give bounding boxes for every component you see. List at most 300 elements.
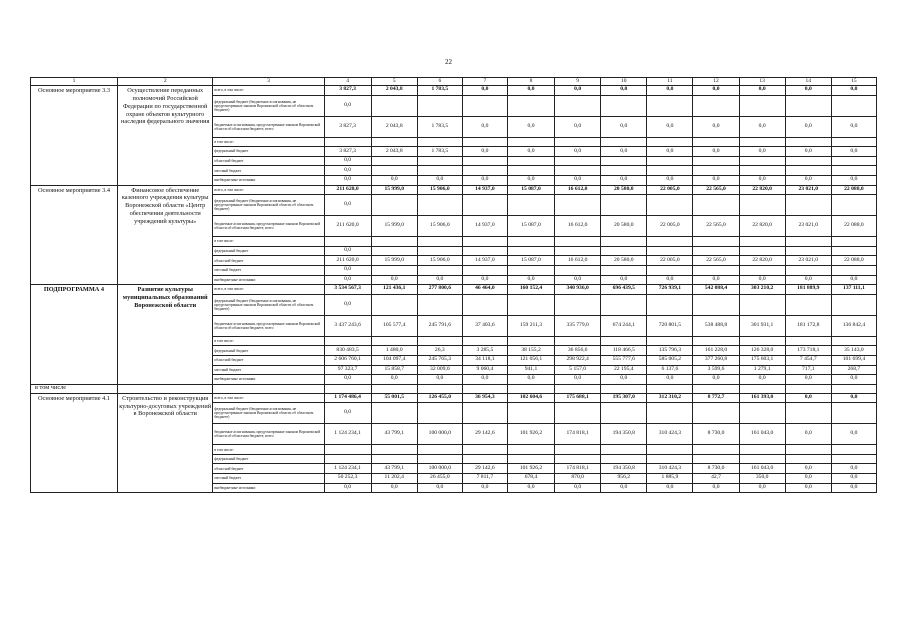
empty-cell — [831, 384, 876, 393]
value-cell: 173 718,1 — [785, 346, 831, 356]
value-cell — [601, 237, 647, 247]
value-cell: 181 172,8 — [785, 315, 831, 336]
empty-cell — [417, 384, 462, 393]
value-cell — [693, 237, 739, 247]
value-cell — [831, 445, 876, 455]
program-title-cell: Развитие культуры муниципальных образований Воронежской области — [118, 285, 213, 385]
value-cell: 101 926,2 — [507, 424, 554, 445]
value-cell — [601, 336, 647, 346]
program-name-cell: Основное мероприятие 3.4 — [31, 185, 118, 285]
funding-source-cell: всего, в том числе: — [213, 86, 324, 96]
value-cell — [785, 336, 831, 346]
funding-source-cell: местный бюджет — [213, 166, 324, 176]
value-cell: 135 796,3 — [647, 346, 693, 356]
empty-cell — [739, 384, 785, 393]
value-cell: 0,0 — [831, 275, 876, 285]
value-cell: 38 155,2 — [507, 346, 554, 356]
program-title-cell: Финансовое обеспечение казенного учреждения культуры Воронежской области «Центр обеспечения деятельности учреждений культуры» — [118, 185, 213, 285]
value-cell — [507, 265, 554, 275]
value-cell: 7 811,7 — [462, 474, 507, 484]
header-cell: 3 — [213, 78, 324, 86]
value-cell: 16 612,0 — [555, 256, 601, 266]
value-cell — [601, 294, 647, 315]
value-cell: 0,0 — [693, 86, 739, 96]
value-cell — [371, 95, 417, 116]
value-cell: 2 606 760,1 — [324, 355, 371, 365]
value-cell: 268,7 — [831, 365, 876, 375]
value-cell: 0,0 — [785, 424, 831, 445]
value-cell: 830 483,5 — [324, 346, 371, 356]
value-cell: 15 087,0 — [507, 216, 554, 237]
value-cell: 0,0 — [693, 375, 739, 385]
value-cell — [785, 137, 831, 147]
value-cell: 0,0 — [601, 147, 647, 157]
value-cell: 0,0 — [371, 483, 417, 493]
header-cell: 4 — [324, 78, 371, 86]
value-cell: 29 142,6 — [462, 464, 507, 474]
value-cell: 0,0 — [739, 175, 785, 185]
value-cell: 0,0 — [417, 375, 462, 385]
value-cell: 542 088,4 — [693, 285, 739, 295]
value-cell: 0,0 — [555, 175, 601, 185]
funding-source-cell: федеральный бюджет — [213, 454, 324, 464]
value-cell — [831, 137, 876, 147]
value-cell — [601, 265, 647, 275]
value-cell — [831, 294, 876, 315]
value-cell — [785, 95, 831, 116]
value-cell: 0,0 — [507, 86, 554, 96]
value-cell: 0,0 — [831, 464, 876, 474]
value-cell: 0,0 — [831, 375, 876, 385]
value-cell — [785, 454, 831, 464]
empty-cell — [371, 384, 417, 393]
value-cell — [462, 156, 507, 166]
value-cell — [601, 137, 647, 147]
value-cell — [739, 265, 785, 275]
value-cell: 195 307,0 — [601, 393, 647, 403]
value-cell — [739, 195, 785, 216]
value-cell: 100 000,0 — [417, 424, 462, 445]
value-cell: 0,0 — [831, 483, 876, 493]
value-cell: 0,0 — [462, 375, 507, 385]
value-cell: 941,1 — [507, 365, 554, 375]
value-cell — [693, 294, 739, 315]
empty-cell — [693, 384, 739, 393]
value-cell — [785, 166, 831, 176]
value-cell: 0,0 — [693, 175, 739, 185]
value-cell: 43 799,1 — [371, 424, 417, 445]
value-cell: 102 604,6 — [507, 393, 554, 403]
value-cell — [462, 454, 507, 464]
funding-source-cell: внебюджетные источники — [213, 175, 324, 185]
funding-source-cell: областной бюджет — [213, 156, 324, 166]
value-cell — [693, 156, 739, 166]
value-cell: 0,0 — [417, 275, 462, 285]
funding-source-cell: в том числе: — [213, 137, 324, 147]
funding-source-cell: бюджетные ассигнования, предусмотренные законом Воронежской области об областном бюджете, всего — [213, 315, 324, 336]
funding-source-cell: внебюджетные источники — [213, 375, 324, 385]
value-cell — [417, 294, 462, 315]
value-cell: 0,0 — [647, 375, 693, 385]
value-cell: 0,0 — [462, 275, 507, 285]
value-cell: 538 488,8 — [693, 315, 739, 336]
value-cell: 585 005,2 — [647, 355, 693, 365]
value-cell: 22 088,0 — [831, 256, 876, 266]
funding-source-cell: в том числе: — [213, 336, 324, 346]
value-cell — [647, 95, 693, 116]
value-cell — [647, 246, 693, 256]
value-cell: 555 777,6 — [601, 355, 647, 365]
value-cell: 0,0 — [785, 175, 831, 185]
value-cell — [371, 156, 417, 166]
value-cell: 720 801,5 — [647, 315, 693, 336]
value-cell: 194 350,8 — [601, 464, 647, 474]
value-cell — [417, 454, 462, 464]
value-cell: 0,0 — [324, 403, 371, 424]
value-cell: 0,0 — [555, 483, 601, 493]
value-cell — [462, 95, 507, 116]
value-cell — [462, 246, 507, 256]
value-cell: 126 328,0 — [739, 346, 785, 356]
value-cell: 105 577,4 — [371, 315, 417, 336]
value-cell — [371, 195, 417, 216]
value-cell — [555, 195, 601, 216]
value-cell — [462, 137, 507, 147]
value-cell — [555, 403, 601, 424]
value-cell: 303 210,2 — [739, 285, 785, 295]
value-cell: 136 842,4 — [831, 315, 876, 336]
value-cell: 14 937,0 — [462, 185, 507, 195]
header-cell: 14 — [785, 78, 831, 86]
value-cell: 15 906,0 — [417, 256, 462, 266]
value-cell: 1 783,5 — [417, 116, 462, 137]
value-cell: 174 818,1 — [555, 424, 601, 445]
header-row — [31, 78, 877, 86]
value-cell: 0,0 — [693, 147, 739, 157]
value-cell — [462, 265, 507, 275]
value-cell: 0,0 — [324, 246, 371, 256]
value-cell — [371, 246, 417, 256]
empty-cell — [555, 384, 601, 393]
value-cell — [739, 403, 785, 424]
value-cell — [647, 265, 693, 275]
value-cell: 1 783,5 — [417, 147, 462, 157]
value-cell: 0,0 — [785, 275, 831, 285]
value-cell: 22 005,0 — [647, 216, 693, 237]
value-cell: 0,0 — [324, 175, 371, 185]
funding-source-cell: внебюджетные источники — [213, 483, 324, 493]
value-cell — [739, 336, 785, 346]
value-cell: 22 005,0 — [647, 185, 693, 195]
program-name-cell: ПОДПРОГРАММА 4 — [31, 285, 118, 385]
value-cell: 104 097,4 — [371, 355, 417, 365]
value-cell: 310 424,3 — [647, 464, 693, 474]
funding-source-cell: местный бюджет — [213, 365, 324, 375]
value-cell — [462, 445, 507, 455]
funding-source-cell: областной бюджет — [213, 355, 324, 365]
value-cell: 0,0 — [324, 166, 371, 176]
header-cell: 15 — [831, 78, 876, 86]
value-cell — [507, 294, 554, 315]
value-cell — [555, 237, 601, 247]
value-cell: 0,0 — [324, 375, 371, 385]
value-cell — [601, 95, 647, 116]
value-cell — [647, 166, 693, 176]
value-cell — [647, 336, 693, 346]
value-cell: 0,0 — [324, 294, 371, 315]
empty-cell — [324, 384, 371, 393]
value-cell — [371, 336, 417, 346]
value-cell — [739, 445, 785, 455]
value-cell — [555, 265, 601, 275]
funding-source-cell: федеральный бюджет (бюджетные ассигнования, не предусмотренные законом Воронежской области об областном бюджете) — [213, 403, 324, 424]
table-row — [31, 285, 877, 295]
empty-cell — [213, 384, 324, 393]
value-cell: 0,0 — [417, 483, 462, 493]
value-cell: 34 118,1 — [462, 355, 507, 365]
value-cell: 22 820,0 — [739, 185, 785, 195]
value-cell: 36 954,3 — [462, 393, 507, 403]
value-cell: 1 885,9 — [647, 474, 693, 484]
value-cell: 1 480,0 — [371, 346, 417, 356]
value-cell: 175 688,1 — [555, 393, 601, 403]
value-cell — [831, 156, 876, 166]
value-cell — [324, 137, 371, 147]
value-cell — [417, 156, 462, 166]
value-cell — [739, 246, 785, 256]
value-cell: 0,0 — [324, 265, 371, 275]
value-cell — [507, 195, 554, 216]
value-cell: 22 005,0 — [647, 256, 693, 266]
value-cell: 100 000,0 — [417, 464, 462, 474]
value-cell: 0,0 — [785, 116, 831, 137]
value-cell — [371, 294, 417, 315]
value-cell: 696 439,5 — [601, 285, 647, 295]
value-cell: 0,0 — [601, 275, 647, 285]
value-cell: 3 534 567,3 — [324, 285, 371, 295]
value-cell — [462, 237, 507, 247]
value-cell — [831, 237, 876, 247]
value-cell: 0,0 — [601, 116, 647, 137]
value-cell — [601, 403, 647, 424]
funding-source-cell: бюджетные ассигнования, предусмотренные законом Воронежской области об областном бюджете, всего — [213, 116, 324, 137]
value-cell: 0,0 — [462, 483, 507, 493]
funding-source-cell: федеральный бюджет — [213, 147, 324, 157]
value-cell: 0,0 — [647, 275, 693, 285]
value-cell: 174 818,1 — [555, 464, 601, 474]
value-cell: 6 137,6 — [647, 365, 693, 375]
value-cell — [831, 246, 876, 256]
value-cell: 211 620,0 — [324, 256, 371, 266]
value-cell — [555, 336, 601, 346]
value-cell: 717,1 — [785, 365, 831, 375]
value-cell: 3 437 243,6 — [324, 315, 371, 336]
value-cell: 23 021,0 — [785, 216, 831, 237]
value-cell — [739, 137, 785, 147]
funding-source-cell: федеральный бюджет — [213, 346, 324, 356]
value-cell: 97 323,7 — [324, 365, 371, 375]
value-cell: 0,0 — [831, 474, 876, 484]
header-cell: 11 — [647, 78, 693, 86]
value-cell — [417, 336, 462, 346]
program-title-cell: Строительство и реконструкция культурно-досуговых учреждений в Воронежской области — [118, 393, 213, 493]
table-row — [31, 393, 877, 403]
value-cell: 870,0 — [555, 474, 601, 484]
value-cell: 0,0 — [785, 483, 831, 493]
value-cell: 15 087,0 — [507, 185, 554, 195]
value-cell: 1 124 234,1 — [324, 424, 371, 445]
value-cell: 0,0 — [693, 483, 739, 493]
funding-source-cell: в том числе: — [213, 445, 324, 455]
funding-source-cell: всего, в том числе: — [213, 185, 324, 195]
value-cell: 161 043,0 — [739, 424, 785, 445]
value-cell — [693, 265, 739, 275]
funding-source-cell: федеральный бюджет (бюджетные ассигнования, не предусмотренные законом Воронежской области об областном бюджете) — [213, 294, 324, 315]
value-cell: 22 195,4 — [601, 365, 647, 375]
value-cell: 118 466,5 — [601, 346, 647, 356]
value-cell — [693, 137, 739, 147]
value-cell: 137 111,1 — [831, 285, 876, 295]
program-name-cell: Основное мероприятие 3.3 — [31, 86, 118, 186]
value-cell: 301 931,1 — [739, 315, 785, 336]
value-cell: 0,0 — [647, 483, 693, 493]
value-cell — [831, 403, 876, 424]
value-cell — [417, 166, 462, 176]
value-cell: 0,0 — [739, 275, 785, 285]
value-cell: 20 580,0 — [601, 185, 647, 195]
value-cell: 161 393,0 — [739, 393, 785, 403]
value-cell: 8 730,0 — [693, 424, 739, 445]
funding-source-cell: в том числе: — [213, 237, 324, 247]
value-cell: 9 060,4 — [462, 365, 507, 375]
value-cell — [324, 237, 371, 247]
value-cell: 0,0 — [693, 116, 739, 137]
value-cell: 121 436,1 — [371, 285, 417, 295]
header-cell: 2 — [118, 78, 213, 86]
value-cell — [507, 237, 554, 247]
value-cell — [647, 403, 693, 424]
funding-source-cell: всего, в том числе: — [213, 393, 324, 403]
value-cell: 0,0 — [555, 86, 601, 96]
value-cell: 377 260,8 — [693, 355, 739, 365]
value-cell: 0,0 — [507, 147, 554, 157]
value-cell — [647, 156, 693, 166]
value-cell: 0,0 — [324, 95, 371, 116]
value-cell: 0,0 — [739, 147, 785, 157]
value-cell — [555, 156, 601, 166]
value-cell: 0,0 — [324, 156, 371, 166]
value-cell — [785, 237, 831, 247]
value-cell: 298 922,4 — [555, 355, 601, 365]
value-cell: 15 999,0 — [371, 185, 417, 195]
value-cell: 22 565,0 — [693, 185, 739, 195]
funding-source-cell: областной бюджет — [213, 464, 324, 474]
value-cell: 312 310,2 — [647, 393, 693, 403]
value-cell: 14 937,0 — [462, 256, 507, 266]
value-cell — [739, 237, 785, 247]
value-cell: 0,0 — [647, 116, 693, 137]
value-cell: 0,0 — [831, 424, 876, 445]
header-cell: 12 — [693, 78, 739, 86]
value-cell — [785, 403, 831, 424]
value-cell: 3 285,5 — [462, 346, 507, 356]
value-cell — [507, 336, 554, 346]
value-cell: 15 906,0 — [417, 185, 462, 195]
value-cell: 101 926,2 — [507, 464, 554, 474]
value-cell: 0,0 — [507, 483, 554, 493]
value-cell: 43 799,1 — [371, 464, 417, 474]
value-cell: 161 228,0 — [693, 346, 739, 356]
value-cell: 35 143,0 — [831, 346, 876, 356]
value-cell — [555, 294, 601, 315]
value-cell: 726 939,1 — [647, 285, 693, 295]
value-cell: 1 279,1 — [739, 365, 785, 375]
value-cell — [555, 454, 601, 464]
value-cell: 0,0 — [371, 275, 417, 285]
value-cell: 22 565,0 — [693, 216, 739, 237]
value-cell: 22 820,0 — [739, 216, 785, 237]
value-cell — [462, 294, 507, 315]
value-cell — [417, 265, 462, 275]
value-cell: 15 999,0 — [371, 216, 417, 237]
value-cell: 0,0 — [831, 86, 876, 96]
value-cell — [693, 454, 739, 464]
value-cell — [831, 95, 876, 116]
value-cell — [371, 445, 417, 455]
value-cell — [462, 403, 507, 424]
value-cell: 2 043,8 — [371, 86, 417, 96]
header-cell: 1 — [31, 78, 118, 86]
value-cell: 0,0 — [555, 375, 601, 385]
value-cell: 8 730,0 — [693, 464, 739, 474]
value-cell: 36 856,6 — [555, 346, 601, 356]
value-cell: 42,7 — [693, 474, 739, 484]
value-cell — [785, 156, 831, 166]
value-cell: 245 791,6 — [417, 315, 462, 336]
value-cell — [417, 95, 462, 116]
value-cell: 3 599,6 — [693, 365, 739, 375]
value-cell — [417, 237, 462, 247]
value-cell: 15 999,0 — [371, 256, 417, 266]
value-cell — [831, 336, 876, 346]
value-cell — [693, 246, 739, 256]
value-cell: 0,0 — [601, 483, 647, 493]
funding-source-cell: бюджетные ассигнования, предусмотренные законом Воронежской области об областном бюджете, всего — [213, 216, 324, 237]
funding-source-cell: всего, в том числе: — [213, 285, 324, 295]
value-cell — [647, 294, 693, 315]
value-cell — [555, 445, 601, 455]
value-cell: 126 455,0 — [417, 393, 462, 403]
value-cell: 245 765,3 — [417, 355, 462, 365]
value-cell — [647, 454, 693, 464]
value-cell — [647, 195, 693, 216]
value-cell: 335 779,0 — [555, 315, 601, 336]
value-cell: 2 043,8 — [371, 147, 417, 157]
funding-source-cell: федеральный бюджет (бюджетные ассигнования, не предусмотренные законом Воронежской области об областном бюджете) — [213, 195, 324, 216]
value-cell: 678,4 — [507, 474, 554, 484]
value-cell: 159 211,3 — [507, 315, 554, 336]
funding-source-cell: федеральный бюджет — [213, 246, 324, 256]
value-cell: 161 043,0 — [739, 464, 785, 474]
value-cell: 160 152,4 — [507, 285, 554, 295]
value-cell — [693, 195, 739, 216]
value-cell: 22 088,0 — [831, 185, 876, 195]
value-cell: 1 783,5 — [417, 86, 462, 96]
value-cell: 0,0 — [785, 147, 831, 157]
value-cell: 0,0 — [555, 116, 601, 137]
value-cell — [693, 166, 739, 176]
value-cell — [324, 445, 371, 455]
